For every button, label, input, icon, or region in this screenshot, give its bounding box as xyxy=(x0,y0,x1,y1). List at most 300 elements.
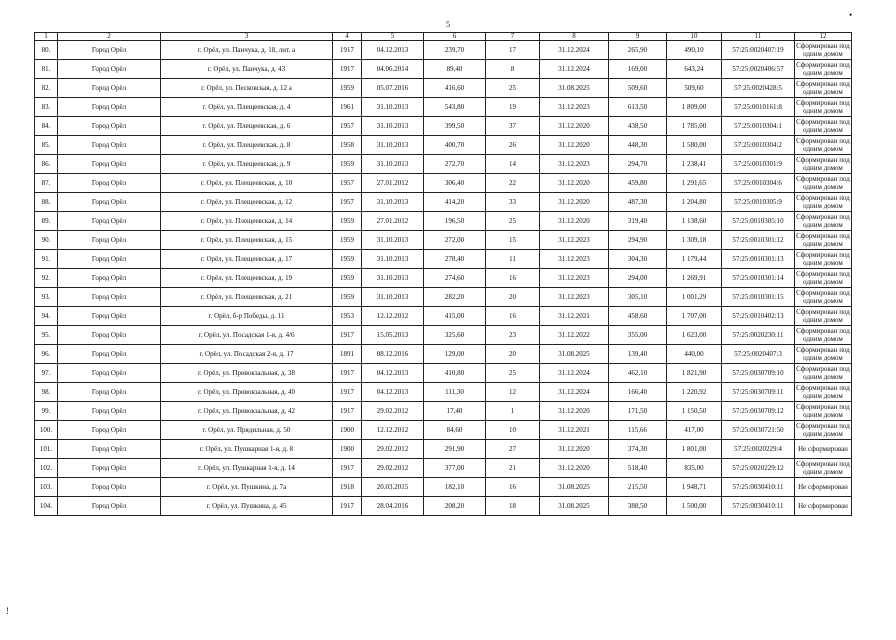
area-cell: 377,00 xyxy=(424,459,486,478)
land-status-cell: Не сформирован xyxy=(795,440,852,459)
date-cell: 31.10.2013 xyxy=(362,98,424,117)
area-cell: 272,70 xyxy=(424,155,486,174)
area-cell: 84,60 xyxy=(424,421,486,440)
land-area-cell: 1 150,50 xyxy=(667,402,722,421)
cadastral-number-cell: 57:25:0020229:4 xyxy=(722,440,795,459)
year-built-cell: 1917 xyxy=(333,364,362,383)
row-number-cell: 93. xyxy=(35,288,58,307)
deadline-cell: 31.12.2020 xyxy=(540,402,609,421)
address-cell: г. Орёл, ул. Привокзальная, д. 38 xyxy=(161,364,333,383)
cadastral-number-cell: 57:25:0010301:15 xyxy=(722,288,795,307)
date-cell: 29.02.2012 xyxy=(362,459,424,478)
table-row xyxy=(35,364,852,383)
cadastral-number-cell: 57:25:0030721:50 xyxy=(722,421,795,440)
residents-cell: 16 xyxy=(486,307,540,326)
municipality-cell: Город Орёл xyxy=(58,402,161,421)
column-number-header: 12 xyxy=(795,33,852,41)
cadastral-number-cell: 57:25:0020406:57 xyxy=(722,60,795,79)
total-area-cell: 139,40 xyxy=(609,345,667,364)
column-number-header: 4 xyxy=(333,33,362,41)
municipality-cell: Город Орёл xyxy=(58,364,161,383)
area-cell: 17,40 xyxy=(424,402,486,421)
total-area-cell: 294,00 xyxy=(609,269,667,288)
year-built-cell: 1917 xyxy=(333,326,362,345)
date-cell: 28.04.2016 xyxy=(362,497,424,516)
table-row xyxy=(35,383,852,402)
year-built-cell: 1917 xyxy=(333,402,362,421)
year-built-cell: 1959 xyxy=(333,212,362,231)
column-number-header: 6 xyxy=(424,33,486,41)
total-area-cell: 319,40 xyxy=(609,212,667,231)
address-cell: г. Орёл, ул. Панчука, д. 43 xyxy=(161,60,333,79)
address-cell: г. Орёл, ул. Плещеевская, д. 6 xyxy=(161,117,333,136)
land-status-cell: Сформирован под одним домом xyxy=(796,175,850,191)
land-area-cell: 1 138,60 xyxy=(667,212,722,231)
land-area-cell: 1 238,41 xyxy=(667,155,722,174)
municipality-cell: Город Орёл xyxy=(58,193,161,212)
deadline-cell: 31.12.2022 xyxy=(540,326,609,345)
area-cell: 278,40 xyxy=(424,250,486,269)
total-area-cell: 215,50 xyxy=(609,478,667,497)
land-area-cell: 835,00 xyxy=(667,459,722,478)
column-number-header: 3 xyxy=(161,33,333,41)
municipality-cell: Город Орёл xyxy=(58,459,161,478)
land-area-cell: 1 821,90 xyxy=(667,364,722,383)
cadastral-number-cell: 57:25:0010161:8 xyxy=(722,98,795,117)
deadline-cell: 31.12.2023 xyxy=(540,288,609,307)
row-number-cell: 91. xyxy=(35,250,58,269)
residents-cell: 14 xyxy=(486,155,540,174)
residents-cell: 27 xyxy=(486,440,540,459)
year-built-cell: 1891 xyxy=(333,345,362,364)
land-status-cell: Сформирован под одним домом xyxy=(796,80,850,96)
edge-mark: ! xyxy=(6,606,9,616)
cadastral-number-cell: 57:25:0030410:11 xyxy=(722,497,795,516)
year-built-cell: 1917 xyxy=(333,459,362,478)
year-built-cell: 1959 xyxy=(333,288,362,307)
address-cell: г. Орёл, ул. Привокзальная, д. 40 xyxy=(161,383,333,402)
total-area-cell: 459,80 xyxy=(609,174,667,193)
row-number-cell: 81. xyxy=(35,60,58,79)
table-row xyxy=(35,41,852,60)
address-cell: г. Орёл, ул. Плещеевская, д. 8 xyxy=(161,136,333,155)
total-area-cell: 518,40 xyxy=(609,459,667,478)
table-row xyxy=(35,155,852,174)
row-number-cell: 102. xyxy=(35,459,58,478)
land-area-cell: 1 204,80 xyxy=(667,193,722,212)
land-area-cell: 1 801,00 xyxy=(667,440,722,459)
cadastral-number-cell: 57:25:0030709:10 xyxy=(722,364,795,383)
municipality-cell: Город Орёл xyxy=(58,231,161,250)
date-cell: 04.06.2014 xyxy=(362,60,424,79)
residents-cell: 16 xyxy=(486,269,540,288)
municipality-cell: Город Орёл xyxy=(58,345,161,364)
land-status-cell: Сформирован под одним домом xyxy=(796,251,850,267)
table-row xyxy=(35,497,852,516)
row-number-cell: 103. xyxy=(35,478,58,497)
cadastral-number-cell: 57:25:0030709:12 xyxy=(722,402,795,421)
cadastral-number-cell: 57:25:0010304:1 xyxy=(722,117,795,136)
residents-cell: 10 xyxy=(486,421,540,440)
land-status-cell: Сформирован под одним домом xyxy=(796,156,850,172)
deadline-cell: 31.12.2023 xyxy=(540,98,609,117)
area-cell: 239,70 xyxy=(424,41,486,60)
total-area-cell: 374,30 xyxy=(609,440,667,459)
address-cell: г. Орёл, ул. Пушкарная 1-я, д. 14 xyxy=(161,459,333,478)
year-built-cell: 1953 xyxy=(333,307,362,326)
cadastral-number-cell: 57:25:0010304:2 xyxy=(722,136,795,155)
residents-cell: 20 xyxy=(486,345,540,364)
date-cell: 12.12.2012 xyxy=(362,421,424,440)
municipality-cell: Город Орёл xyxy=(58,155,161,174)
land-status-cell: Сформирован под одним домом xyxy=(796,365,850,381)
land-area-cell: 1 580,00 xyxy=(667,136,722,155)
column-number-header: 9 xyxy=(609,33,667,41)
municipality-cell: Город Орёл xyxy=(58,288,161,307)
address-cell: г. Орёл, ул. Плещеевская, д. 10 xyxy=(161,174,333,193)
area-cell: 399,50 xyxy=(424,117,486,136)
row-number-cell: 99. xyxy=(35,402,58,421)
cadastral-number-cell: 57:25:0020229:12 xyxy=(722,459,795,478)
residents-cell: 12 xyxy=(486,383,540,402)
address-cell: г. Орёл, ул. Посадская 2-я, д. 17 xyxy=(161,345,333,364)
year-built-cell: 1900 xyxy=(333,440,362,459)
total-area-cell: 448,30 xyxy=(609,136,667,155)
residents-cell: 23 xyxy=(486,326,540,345)
row-number-cell: 95. xyxy=(35,326,58,345)
land-area-cell: 643,24 xyxy=(667,60,722,79)
land-area-cell: 1 500,00 xyxy=(667,497,722,516)
date-cell: 31.10.2013 xyxy=(362,269,424,288)
municipality-cell: Город Орёл xyxy=(58,174,161,193)
total-area-cell: 355,00 xyxy=(609,326,667,345)
land-status-cell: Сформирован под одним домом xyxy=(796,384,850,400)
corner-mark: • xyxy=(849,10,853,20)
deadline-cell: 31.12.2023 xyxy=(540,269,609,288)
row-number-cell: 101. xyxy=(35,440,58,459)
total-area-cell: 171,50 xyxy=(609,402,667,421)
table-row xyxy=(35,174,852,193)
residents-cell: 8 xyxy=(486,60,540,79)
area-cell: 306,40 xyxy=(424,174,486,193)
cadastral-number-cell: 57:25:0010402:13 xyxy=(722,307,795,326)
area-cell: 415,00 xyxy=(424,307,486,326)
municipality-cell: Город Орёл xyxy=(58,497,161,516)
area-cell: 282,20 xyxy=(424,288,486,307)
deadline-cell: 31.12.2024 xyxy=(540,364,609,383)
address-cell: г. Орёл, ул. Плещеевская, д. 21 xyxy=(161,288,333,307)
total-area-cell: 265,90 xyxy=(609,41,667,60)
total-area-cell: 438,50 xyxy=(609,117,667,136)
address-cell: г. Орёл, ул. Пушкина, д. 45 xyxy=(161,497,333,516)
table-row xyxy=(35,421,852,440)
area-cell: 208,20 xyxy=(424,497,486,516)
land-area-cell: 1 220,92 xyxy=(667,383,722,402)
year-built-cell: 1918 xyxy=(333,478,362,497)
row-number-cell: 104. xyxy=(35,497,58,516)
date-cell: 12.12.2012 xyxy=(362,307,424,326)
address-cell: г. Орёл, ул. Плещеевская, д. 14 xyxy=(161,212,333,231)
cadastral-number-cell: 57:25:0020230:11 xyxy=(722,326,795,345)
cadastral-number-cell: 57:25:0030709:11 xyxy=(722,383,795,402)
page-number: 5 xyxy=(446,20,450,29)
land-status-cell: Сформирован под одним домом xyxy=(796,327,850,343)
date-cell: 31.10.2013 xyxy=(362,231,424,250)
residents-cell: 21 xyxy=(486,459,540,478)
year-built-cell: 1957 xyxy=(333,174,362,193)
land-area-cell: 490,10 xyxy=(667,41,722,60)
row-number-cell: 85. xyxy=(35,136,58,155)
table-row xyxy=(35,288,852,307)
deadline-cell: 31.12.2020 xyxy=(540,193,609,212)
municipality-cell: Город Орёл xyxy=(58,478,161,497)
area-cell: 274,60 xyxy=(424,269,486,288)
area-cell: 414,20 xyxy=(424,193,486,212)
date-cell: 31.10.2013 xyxy=(362,288,424,307)
table-row xyxy=(35,250,852,269)
municipality-cell: Город Орёл xyxy=(58,250,161,269)
residents-cell: 19 xyxy=(486,98,540,117)
address-cell: г. Орёл, ул. Песковская, д. 12 а xyxy=(161,79,333,98)
area-cell: 416,60 xyxy=(424,79,486,98)
date-cell: 04.12.2013 xyxy=(362,364,424,383)
residents-cell: 25 xyxy=(486,79,540,98)
date-cell: 29.02.2012 xyxy=(362,440,424,459)
municipality-cell: Город Орёл xyxy=(58,117,161,136)
cadastral-number-cell: 57:25:0010301:14 xyxy=(722,269,795,288)
residents-cell: 1 xyxy=(486,402,540,421)
row-number-cell: 83. xyxy=(35,98,58,117)
total-area-cell: 388,50 xyxy=(609,497,667,516)
residents-cell: 33 xyxy=(486,193,540,212)
residents-cell: 25 xyxy=(486,212,540,231)
date-cell: 27.01.2012 xyxy=(362,212,424,231)
cadastral-number-cell: 57:25:0020428:5 xyxy=(722,79,795,98)
date-cell: 04.12.2013 xyxy=(362,41,424,60)
land-area-cell: 1 001,29 xyxy=(667,288,722,307)
land-status-cell: Не сформирован xyxy=(795,478,852,497)
land-status-cell: Сформирован под одним домом xyxy=(796,61,850,77)
table-row xyxy=(35,117,852,136)
municipality-cell: Город Орёл xyxy=(58,136,161,155)
area-cell: 182,10 xyxy=(424,478,486,497)
year-built-cell: 1959 xyxy=(333,155,362,174)
column-number-header: 8 xyxy=(540,33,609,41)
year-built-cell: 1917 xyxy=(333,41,362,60)
year-built-cell: 1957 xyxy=(333,117,362,136)
land-area-cell: 1 179,44 xyxy=(667,250,722,269)
table-row xyxy=(35,345,852,364)
column-number-header: 5 xyxy=(362,33,424,41)
row-number-cell: 88. xyxy=(35,193,58,212)
address-cell: г. Орёл, ул. Плещеевская, д. 15 xyxy=(161,231,333,250)
land-status-cell: Сформирован под одним домом xyxy=(796,289,850,305)
land-status-cell: Сформирован под одним домом xyxy=(796,232,850,248)
municipality-cell: Город Орёл xyxy=(58,421,161,440)
table-row xyxy=(35,440,852,459)
address-cell: г. Орёл, ул. Плещеевская, д. 4 xyxy=(161,98,333,117)
cadastral-number-cell: 57:25:0020407:3 xyxy=(722,345,795,364)
table-row xyxy=(35,231,852,250)
total-area-cell: 294,70 xyxy=(609,155,667,174)
residents-cell: 22 xyxy=(486,174,540,193)
land-area-cell: 1 809,00 xyxy=(667,98,722,117)
housing-registry-table xyxy=(34,32,852,516)
table-row xyxy=(35,98,852,117)
area-cell: 272,00 xyxy=(424,231,486,250)
deadline-cell: 31.12.2020 xyxy=(540,174,609,193)
deadline-cell: 31.12.2021 xyxy=(540,421,609,440)
row-number-cell: 96. xyxy=(35,345,58,364)
deadline-cell: 31.12.2023 xyxy=(540,155,609,174)
land-area-cell: 1 707,00 xyxy=(667,307,722,326)
deadline-cell: 31.12.2021 xyxy=(540,307,609,326)
residents-cell: 17 xyxy=(486,41,540,60)
land-area-cell: 1 948,71 xyxy=(667,478,722,497)
municipality-cell: Город Орёл xyxy=(58,98,161,117)
year-built-cell: 1917 xyxy=(333,60,362,79)
row-number-cell: 100. xyxy=(35,421,58,440)
municipality-cell: Город Орёл xyxy=(58,307,161,326)
land-status-cell: Сформирован под одним домом xyxy=(796,270,850,286)
deadline-cell: 31.12.2023 xyxy=(540,231,609,250)
date-cell: 27.01.2012 xyxy=(362,174,424,193)
address-cell: г. Орёл, ул. Плещеевская, д. 19 xyxy=(161,269,333,288)
residents-cell: 25 xyxy=(486,364,540,383)
address-cell: г. Орёл, ул. Плещеевская, д. 9 xyxy=(161,155,333,174)
residents-cell: 37 xyxy=(486,117,540,136)
total-area-cell: 613,50 xyxy=(609,98,667,117)
municipality-cell: Город Орёл xyxy=(58,383,161,402)
area-cell: 400,70 xyxy=(424,136,486,155)
table-row xyxy=(35,478,852,497)
year-built-cell: 1961 xyxy=(333,98,362,117)
date-cell: 15.05.2013 xyxy=(362,326,424,345)
residents-cell: 26 xyxy=(486,136,540,155)
land-status-cell: Сформирован под одним домом xyxy=(796,213,850,229)
row-number-cell: 97. xyxy=(35,364,58,383)
year-built-cell: 1900 xyxy=(333,421,362,440)
address-cell: г. Орёл, ул. Привокзальная, д. 42 xyxy=(161,402,333,421)
column-number-header: 11 xyxy=(722,33,795,41)
land-area-cell: 417,00 xyxy=(667,421,722,440)
cadastral-number-cell: 57:25:0010301:13 xyxy=(722,250,795,269)
address-cell: г. Орёл, ул. Плещеевская, д. 17 xyxy=(161,250,333,269)
cadastral-number-cell: 57:25:0010305:10 xyxy=(722,212,795,231)
residents-cell: 11 xyxy=(486,250,540,269)
address-cell: г. Орёл, ул. Пушкина, д. 7а xyxy=(161,478,333,497)
total-area-cell: 462,10 xyxy=(609,364,667,383)
cadastral-number-cell: 57:25:0010304:6 xyxy=(722,174,795,193)
year-built-cell: 1959 xyxy=(333,79,362,98)
deadline-cell: 31.12.2024 xyxy=(540,41,609,60)
deadline-cell: 31.12.2020 xyxy=(540,212,609,231)
municipality-cell: Город Орёл xyxy=(58,269,161,288)
row-number-cell: 89. xyxy=(35,212,58,231)
total-area-cell: 305,10 xyxy=(609,288,667,307)
column-number-header: 1 xyxy=(35,33,58,41)
land-status-cell: Сформирован под одним домом xyxy=(796,137,850,153)
deadline-cell: 31.08.2025 xyxy=(540,497,609,516)
year-built-cell: 1917 xyxy=(333,383,362,402)
row-number-cell: 84. xyxy=(35,117,58,136)
deadline-cell: 31.08.2025 xyxy=(540,345,609,364)
row-number-cell: 82. xyxy=(35,79,58,98)
land-area-cell: 509,60 xyxy=(667,79,722,98)
year-built-cell: 1959 xyxy=(333,250,362,269)
municipality-cell: Город Орёл xyxy=(58,60,161,79)
address-cell: г. Орёл, б-р Победы, д. 11 xyxy=(161,307,333,326)
total-area-cell: 458,60 xyxy=(609,307,667,326)
residents-cell: 15 xyxy=(486,231,540,250)
area-cell: 291,90 xyxy=(424,440,486,459)
date-cell: 31.10.2013 xyxy=(362,136,424,155)
cadastral-number-cell: 57:25:0010301:12 xyxy=(722,231,795,250)
land-area-cell: 1 623,00 xyxy=(667,326,722,345)
municipality-cell: Город Орёл xyxy=(58,326,161,345)
area-cell: 196,50 xyxy=(424,212,486,231)
row-number-cell: 87. xyxy=(35,174,58,193)
cadastral-number-cell: 57:25:0020407:19 xyxy=(722,41,795,60)
total-area-cell: 115,66 xyxy=(609,421,667,440)
row-number-cell: 86. xyxy=(35,155,58,174)
column-number-header: 2 xyxy=(58,33,161,41)
table-row xyxy=(35,60,852,79)
column-number-header: 7 xyxy=(486,33,540,41)
land-status-cell: Не сформирован xyxy=(795,497,852,516)
row-number-cell: 94. xyxy=(35,307,58,326)
table-row xyxy=(35,269,852,288)
deadline-cell: 31.12.2023 xyxy=(540,250,609,269)
deadline-cell: 31.12.2020 xyxy=(540,136,609,155)
land-status-cell: Сформирован под одним домом xyxy=(796,422,850,438)
deadline-cell: 31.12.2024 xyxy=(540,60,609,79)
area-cell: 543,80 xyxy=(424,98,486,117)
area-cell: 410,80 xyxy=(424,364,486,383)
land-status-cell: Сформирован под одним домом xyxy=(796,460,850,476)
year-built-cell: 1958 xyxy=(333,136,362,155)
land-status-cell: Сформирован под одним домом xyxy=(796,403,850,419)
date-cell: 08.12.2016 xyxy=(362,345,424,364)
deadline-cell: 31.12.2020 xyxy=(540,440,609,459)
total-area-cell: 509,60 xyxy=(609,79,667,98)
total-area-cell: 166,40 xyxy=(609,383,667,402)
residents-cell: 16 xyxy=(486,478,540,497)
row-number-cell: 98. xyxy=(35,383,58,402)
address-cell: г. Орёл, ул. Прядильная, д. 50 xyxy=(161,421,333,440)
date-cell: 29.02.2012 xyxy=(362,402,424,421)
residents-cell: 18 xyxy=(486,497,540,516)
table-row xyxy=(35,307,852,326)
table-row xyxy=(35,193,852,212)
date-cell: 31.10.2013 xyxy=(362,155,424,174)
municipality-cell: Город Орёл xyxy=(58,212,161,231)
table-body xyxy=(35,41,852,516)
land-status-cell: Сформирован под одним домом xyxy=(796,118,850,134)
row-number-cell: 92. xyxy=(35,269,58,288)
land-status-cell: Сформирован под одним домом xyxy=(796,99,850,115)
area-cell: 129,00 xyxy=(424,345,486,364)
date-cell: 31.10.2013 xyxy=(362,250,424,269)
cadastral-number-cell: 57:25:0010305:9 xyxy=(722,193,795,212)
land-status-cell: Сформирован под одним домом xyxy=(796,346,850,362)
land-status-cell: Сформирован под одним домом xyxy=(796,42,850,58)
table-row xyxy=(35,326,852,345)
address-cell: г. Орёл, ул. Пушкарная 1-я, д. 8 xyxy=(161,440,333,459)
municipality-cell: Город Орёл xyxy=(58,440,161,459)
land-area-cell: 1 785,00 xyxy=(667,117,722,136)
date-cell: 31.10.2013 xyxy=(362,117,424,136)
